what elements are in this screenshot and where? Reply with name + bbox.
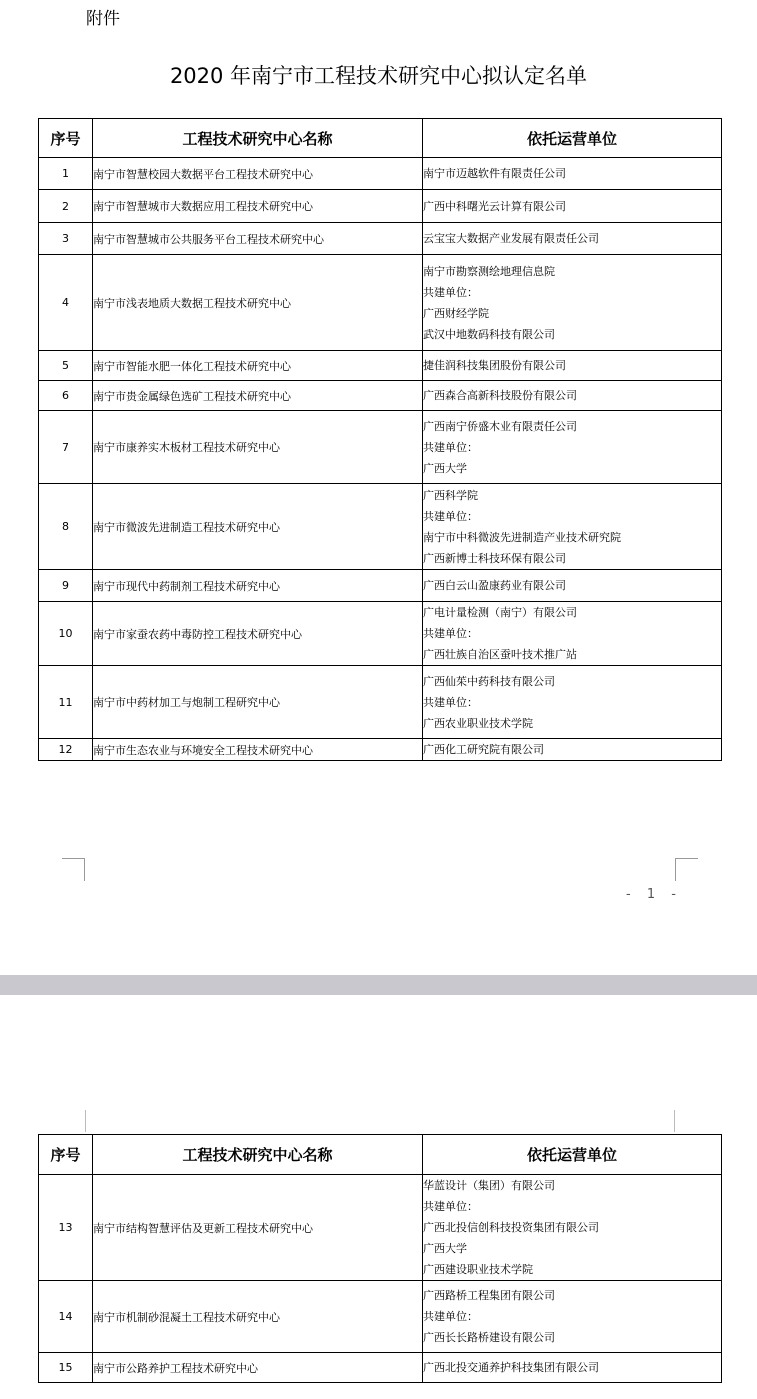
page-number: - 1 - [626, 887, 682, 902]
center-name: 南宁市公路养护工程技术研究中心 [93, 1353, 423, 1383]
header-org: 依托运营单位 [423, 119, 722, 158]
row-number: 9 [39, 570, 93, 602]
operating-unit-line: 广西白云山盈康药业有限公司 [423, 579, 566, 592]
operating-unit [423, 1353, 722, 1383]
table-header-row [39, 1135, 722, 1175]
operating-unit-line: 共建单位： [423, 285, 478, 299]
operating-unit-line: 广西中科曙光云计算有限公司 [423, 199, 566, 213]
operating-unit [423, 158, 722, 190]
center-name: 南宁市现代中药制剂工程技术研究中心 [93, 570, 423, 602]
row-number: 5 [39, 351, 93, 381]
list-table-page-1 [38, 118, 722, 761]
table-row [39, 1175, 722, 1281]
operating-unit-line: 广西大学 [423, 1242, 467, 1255]
operating-unit [423, 570, 722, 602]
operating-unit-line: 广电计量检测（南宁）有限公司 [423, 606, 577, 619]
operating-unit-line: 南宁市迈越软件有限责任公司 [423, 167, 566, 180]
row-number: 15 [39, 1353, 93, 1383]
row-number: 1 [39, 158, 93, 190]
operating-unit-line: 广西长长路桥建设有限公司 [423, 1331, 555, 1344]
document-title: 2020 年南宁市工程技术研究中心拟认定名单 [169, 64, 588, 88]
operating-unit-line: 广西大学 [423, 461, 467, 475]
operating-unit-line: 共建单位： [423, 695, 478, 709]
list-table-page-2 [38, 1134, 722, 1383]
operating-unit [423, 411, 722, 484]
operating-unit [423, 666, 722, 739]
operating-unit-line: 共建单位： [423, 1310, 478, 1323]
center-name: 南宁市机制砂混凝土工程技术研究中心 [93, 1281, 423, 1353]
page-gap [0, 975, 757, 995]
center-name: 南宁市生态农业与环境安全工程技术研究中心 [93, 739, 423, 761]
operating-unit-line: 广西仙茱中药科技有限公司 [423, 674, 555, 688]
center-name: 南宁市家蚕农药中毒防控工程技术研究中心 [93, 602, 423, 666]
row-number: 7 [39, 411, 93, 484]
operating-unit-line: 广西科学院 [423, 488, 478, 502]
center-name: 南宁市结构智慧评估及更新工程技术研究中心 [93, 1175, 423, 1281]
operating-unit-line: 共建单位： [423, 440, 478, 454]
header-name: 工程技术研究中心名称 [93, 1135, 423, 1175]
table-row [39, 158, 722, 190]
operating-unit-line: 南宁市勘察测绘地理信息院 [423, 264, 555, 278]
table-row [39, 1281, 722, 1353]
operating-unit [423, 1281, 722, 1353]
row-number: 13 [39, 1175, 93, 1281]
operating-unit-line: 广西路桥工程集团有限公司 [423, 1289, 555, 1302]
operating-unit-line: 捷佳润科技集团股份有限公司 [423, 359, 566, 372]
table-row [39, 223, 722, 255]
center-name: 南宁市智慧城市公共服务平台工程技术研究中心 [93, 223, 423, 255]
center-name: 南宁市微波先进制造工程技术研究中心 [93, 484, 423, 570]
operating-unit-line: 武汉中地数码科技有限公司 [423, 327, 555, 341]
operating-unit-line: 广西化工研究院有限公司 [423, 743, 544, 756]
operating-unit [423, 190, 722, 223]
row-number: 6 [39, 381, 93, 411]
table-row [39, 570, 722, 602]
table-row [39, 381, 722, 411]
operating-unit-line: 南宁市中科微波先进制造产业技术研究院 [423, 530, 621, 544]
operating-unit [423, 739, 722, 761]
center-name: 南宁市中药材加工与炮制工程研究中心 [93, 666, 423, 739]
operating-unit [423, 484, 722, 570]
table-header-row [39, 119, 722, 158]
crop-mark-left [62, 858, 85, 881]
row-number: 10 [39, 602, 93, 666]
operating-unit [423, 1175, 722, 1281]
crop-mark-right [675, 858, 698, 881]
operating-unit-line: 云宝宝大数据产业发展有限责任公司 [423, 232, 599, 245]
center-name: 南宁市智慧城市大数据应用工程技术研究中心 [93, 190, 423, 223]
row-number: 8 [39, 484, 93, 570]
operating-unit-line: 广西森合高新科技股份有限公司 [423, 389, 577, 402]
table-row [39, 351, 722, 381]
row-number: 4 [39, 255, 93, 351]
table-row [39, 1353, 722, 1383]
row-number: 12 [39, 739, 93, 761]
operating-unit [423, 223, 722, 255]
attachment-label: 附件 [86, 9, 120, 29]
operating-unit-line: 广西北投信创科技投资集团有限公司 [423, 1221, 599, 1234]
header-no: 序号 [39, 119, 93, 158]
table-row [39, 602, 722, 666]
row-number: 14 [39, 1281, 93, 1353]
operating-unit-line: 华蓝设计（集团）有限公司 [423, 1179, 555, 1192]
operating-unit-line: 广西南宁侨盛木业有限责任公司 [423, 419, 577, 433]
center-name: 南宁市智慧校园大数据平台工程技术研究中心 [93, 158, 423, 190]
operating-unit-line: 广西新博士科技环保有限公司 [423, 551, 566, 565]
operating-unit [423, 351, 722, 381]
table-row [39, 666, 722, 739]
header-name: 工程技术研究中心名称 [93, 119, 423, 158]
operating-unit-line: 广西建设职业技术学院 [423, 1263, 533, 1276]
operating-unit-line: 共建单位： [423, 1200, 478, 1213]
table-row [39, 484, 722, 570]
center-name: 南宁市贵金属绿色选矿工程技术研究中心 [93, 381, 423, 411]
operating-unit [423, 381, 722, 411]
crop-mark-left-2 [85, 1110, 86, 1132]
operating-unit-line: 广西财经学院 [423, 306, 489, 320]
operating-unit [423, 602, 722, 666]
crop-mark-right-2 [674, 1110, 675, 1132]
center-name: 南宁市康养实木板材工程技术研究中心 [93, 411, 423, 484]
table-row [39, 190, 722, 223]
header-no: 序号 [39, 1135, 93, 1175]
operating-unit-line: 广西北投交通养护科技集团有限公司 [423, 1361, 599, 1374]
row-number: 11 [39, 666, 93, 739]
center-name: 南宁市智能水肥一体化工程技术研究中心 [93, 351, 423, 381]
row-number: 3 [39, 223, 93, 255]
table-row [39, 739, 722, 761]
operating-unit-line: 广西壮族自治区蚕叶技术推广站 [423, 648, 577, 661]
center-name: 南宁市浅表地质大数据工程技术研究中心 [93, 255, 423, 351]
row-number: 2 [39, 190, 93, 223]
header-org: 依托运营单位 [423, 1135, 722, 1175]
table-row [39, 411, 722, 484]
table-row [39, 255, 722, 351]
operating-unit [423, 255, 722, 351]
operating-unit-line: 广西农业职业技术学院 [423, 716, 533, 730]
operating-unit-line: 共建单位： [423, 627, 478, 640]
operating-unit-line: 共建单位： [423, 509, 478, 523]
